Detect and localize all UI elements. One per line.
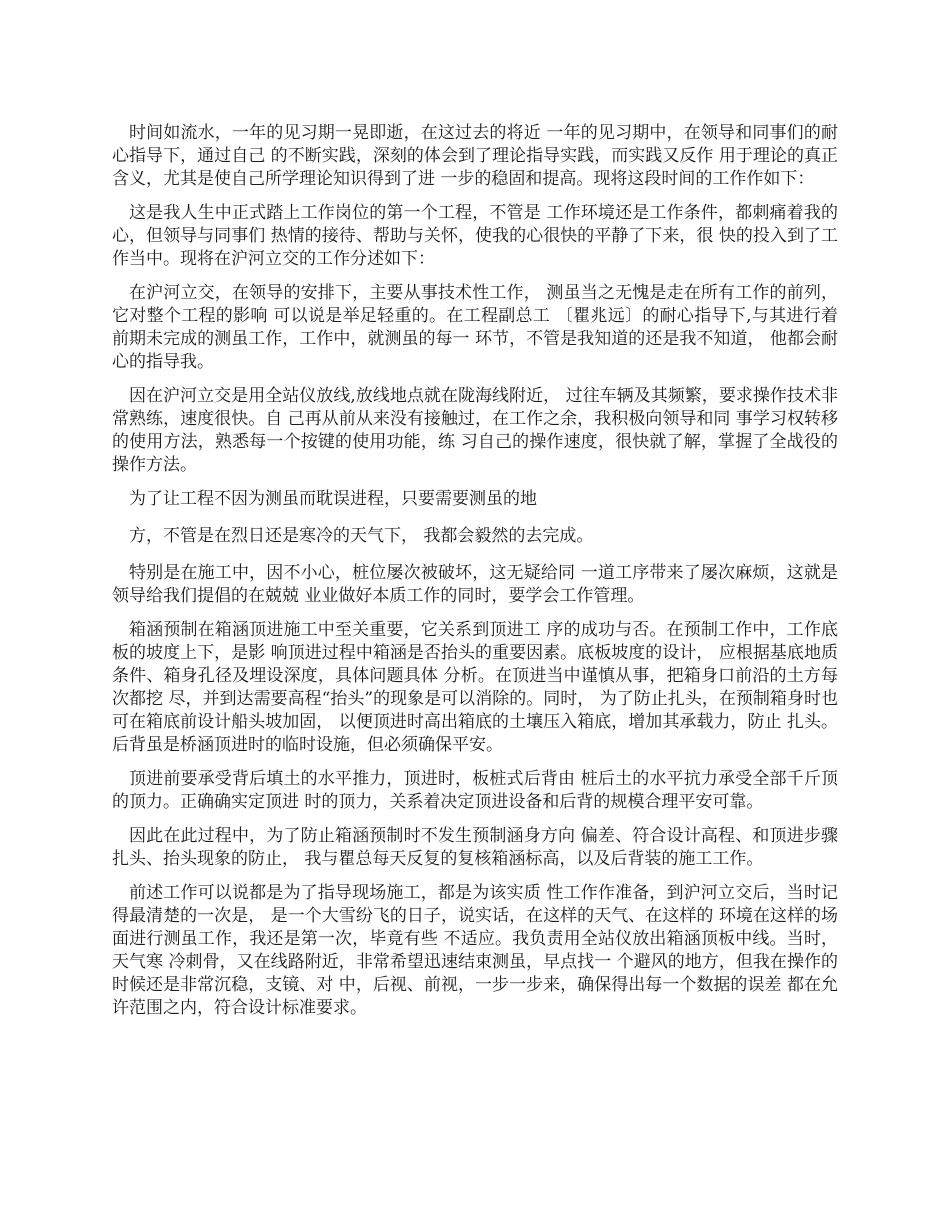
paragraph-jacking-force: 顶进前要承受背后填土的水平推力，顶进时，板桩式后背由 桩后土的水平抗力承受全部千斤顶的顶力。正确确实定顶进 时的顶力，关系着决定顶进设备和后背的规模合理平安可靠。 <box>112 769 838 812</box>
paragraph-box-culvert: 箱涵预制在箱涵顶进施工中至关重要，它关系到顶进工 序的成功与否。在预制工作中，工作底板的坡度上下，是影 响顶进过程中箱涵是否抬头的重要因素。底板坡度的设计， 应根据基底地质条件、箱身孔径及埋设深度，具体问题具体 分析。在顶进当中谨慎从事，把箱身口前沿的土方每次都挖 尽，并到达需要高程“抬头”的现象是可以消除的。同时， 为了防止扎头，在预制箱身时也可在箱底前设计船头坡加固， 以便顶进时高出箱底的土壤压入箱底，增加其承载力，防止 扎头。后背虽是桥涵顶进时的临时设施，但必须确保平安。 <box>112 620 838 755</box>
paragraph-schedule: 为了让工程不因为测虽而耽误进程，只要需要测虽的地 <box>129 489 537 509</box>
paragraph-snow-day: 前述工作可以说都是为了指导现场施工，都是为该实质 性工作作准备，到沪河立交后，当时记得最清楚的一次是， 是一个大雪纷飞的日子，说实话，在这样的天气、在这样的 环境在这样的场面进行测虽工作，我还是第一次，毕竟有些 不适应。我负责用全站仪放出箱涵顶板中线。当时，天气寒 冷刺骨，又在线路附近，非常希望迅速结束测虽，早点找一 个避风的地方，但我在操作的时候还是非常沉稳，支镜、对 中，后视、前视，一步一步来，确保得出每一个数据的误差 都在允许范围之内，符合设计标准要求。 <box>112 883 838 1018</box>
paragraph-surveying-work: 在沪河立交，在领导的安排下，主要从事技术性工作， 测虽当之无愧是走在所有工作的前列，它对整个工程的影响 可以说是举足轻重的。在工程副总工 〔瞿兆远〕的耐心指导下,与其进行着前期未完成的测虽工作，工作中，就测虽的每一 环节，不管是我知道的还是我不知道， 他都会耐心的指导我。 <box>112 283 838 372</box>
document-body <box>112 122 838 1031</box>
paragraph-intro: 时间如流水，一年的见习期一晃即逝，在这过去的将近 一年的见习期中，在领导和同事们的耐心指导下，通过自己 的不断实践，深刻的体会到了理论指导实践，而实践又反作 用于理论的真正含义，尤其是使自己所学理论知识得到了进 一步的稳固和提高。现将这段时间的工作作如下： <box>112 123 838 189</box>
paragraph-pile-damage: 特别是在施工中，因不小心，桩位屡次被破坏，这无疑给同 一道工序带来了屡次麻烦，这就是领导给我们提倡的在兢兢 业业做好本质工作的同时，要学会工作管理。 <box>112 563 838 606</box>
paragraph-first-project: 这是我人生中正式踏上工作岗位的第一个工程，不管是 工作环境还是工作条件，都刺痛着我的心，但领导与同事们 热情的接待、帮助与关怀，使我的心很快的平静了下来，很 快的投入到了工作当中。现将在沪河立交的工作分述如下： <box>112 203 838 269</box>
paragraph-weather: 方，不管是在烈日还是寒冷的天气下， 我都会毅然的去完成。 <box>129 526 594 546</box>
paragraph-total-station: 因在沪河立交是用全站仪放线,放线地点就在陇海线附近， 过往车辆及其频繁，要求操作技术非常熟练，速度很快。自 己再从前从来没有接触过，在工作之余，我积极向领导和同 事学习权转移的使用方法，熟悉每一个按键的使用功能，练 习自己的操作速度，很快就了解，掌握了全战役的操作方法。 <box>112 386 838 475</box>
paragraph-elevation-check: 因此在此过程中，为了防止箱涵预制时不发生预制涵身方向 偏差、符合设计高程、和顶进步骤扎头、抬头现象的防止， 我与瞿总每天反复的复核箱涵标高，以及后背装的施工工作。 <box>112 826 838 869</box>
